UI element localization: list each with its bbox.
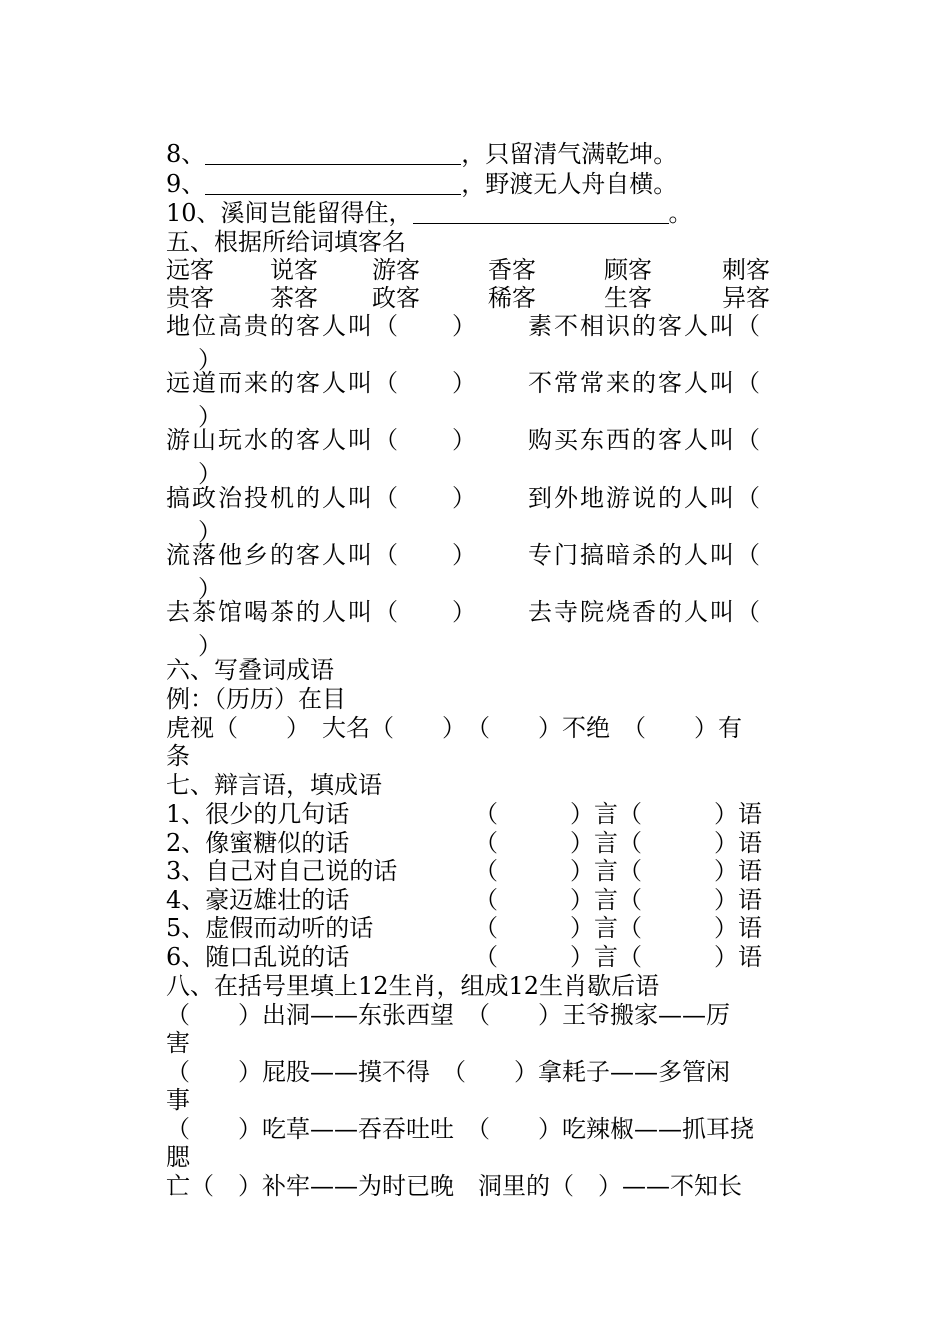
definition-wrap: ） bbox=[198, 460, 222, 488]
answer-blank[interactable] bbox=[413, 201, 669, 224]
definition-pair bbox=[166, 541, 786, 569]
poem-line-10 bbox=[166, 199, 693, 227]
item-answer: （ ）言（ ）语 bbox=[474, 914, 762, 942]
definition-left: 游山玩水的客人叫（ ） bbox=[166, 426, 478, 454]
section-6-line: 虎视（ ） 大名（ ） （ ）不绝 （ ）有 bbox=[166, 714, 742, 742]
poem-line-number: 10、溪间岂能留得住， bbox=[166, 199, 413, 227]
definition-left: 流落他乡的客人叫（ ） bbox=[166, 541, 478, 569]
item-question: 2、像蜜糖似的话 bbox=[166, 829, 350, 857]
answer-blank[interactable] bbox=[205, 142, 461, 165]
list-item bbox=[166, 829, 786, 857]
poem-line-text: ，只留清气满乾坤。 bbox=[461, 140, 678, 168]
list-item bbox=[166, 914, 786, 942]
word-option: 茶客 bbox=[270, 284, 318, 312]
answer-blank[interactable] bbox=[205, 172, 461, 195]
xiehouyu-wrap: 事 bbox=[166, 1086, 190, 1114]
poem-line-8 bbox=[166, 140, 677, 168]
item-question: 5、虚假而动听的话 bbox=[166, 914, 374, 942]
word-option: 游客 bbox=[372, 256, 420, 284]
list-item bbox=[166, 886, 786, 914]
word-option: 政客 bbox=[372, 284, 420, 312]
definition-wrap: ） bbox=[198, 403, 222, 431]
definition-right: 购买东西的客人叫（ bbox=[528, 426, 762, 454]
item-answer: （ ）言（ ）语 bbox=[474, 943, 762, 971]
item-answer: （ ）言（ ）语 bbox=[474, 800, 762, 828]
xiehouyu-line: 亡（ ）补牢——为时已晚 洞里的（ ）——不知长 bbox=[166, 1172, 742, 1200]
item-answer: （ ）言（ ）语 bbox=[474, 857, 762, 885]
definition-right: 到外地游说的人叫（ bbox=[528, 484, 762, 512]
item-answer: （ ）言（ ）语 bbox=[474, 886, 762, 914]
section-7-title: 七、辩言语，填成语 bbox=[166, 771, 382, 799]
section-5-title: 五、根据所给词填客名 bbox=[166, 228, 406, 256]
item-question: 6、随口乱说的话 bbox=[166, 943, 350, 971]
word-option: 稀客 bbox=[488, 284, 536, 312]
definition-left: 地位高贵的客人叫（ ） bbox=[166, 312, 478, 340]
poem-line-9 bbox=[166, 170, 677, 198]
poem-line-number: 8、 bbox=[166, 140, 206, 168]
item-question: 4、豪迈雄壮的话 bbox=[166, 886, 350, 914]
word-option: 异客 bbox=[722, 284, 770, 312]
xiehouyu-line: （ ）屁股——摸不得 （ ）拿耗子——多管闲 bbox=[166, 1058, 730, 1086]
definition-pair bbox=[166, 369, 786, 397]
definition-pair bbox=[166, 484, 786, 512]
word-option: 顾客 bbox=[604, 256, 652, 284]
definition-wrap: ） bbox=[198, 518, 222, 546]
xiehouyu-wrap: 腮 bbox=[166, 1143, 190, 1171]
poem-line-text: 。 bbox=[668, 199, 693, 227]
section-6-title: 六、写叠词成语 bbox=[166, 656, 334, 684]
item-question: 1、很少的几句话 bbox=[166, 800, 350, 828]
word-row-1 bbox=[166, 256, 786, 284]
xiehouyu-line: （ ）吃草——吞吞吐吐 （ ）吃辣椒——抓耳挠 bbox=[166, 1115, 754, 1143]
definition-pair bbox=[166, 312, 786, 340]
word-option: 贵客 bbox=[166, 284, 214, 312]
xiehouyu-wrap: 害 bbox=[166, 1029, 190, 1057]
word-option: 说客 bbox=[270, 256, 318, 284]
definition-pair bbox=[166, 426, 786, 454]
word-option: 香客 bbox=[488, 256, 536, 284]
definition-right: 专门搞暗杀的人叫（ bbox=[528, 541, 762, 569]
word-option: 远客 bbox=[166, 256, 214, 284]
list-item bbox=[166, 800, 786, 828]
item-answer: （ ）言（ ）语 bbox=[474, 829, 762, 857]
definition-wrap: ） bbox=[198, 346, 222, 374]
definition-right: 去寺院烧香的人叫（ bbox=[528, 598, 762, 626]
item-question: 3、自己对自己说的话 bbox=[166, 857, 398, 885]
section-6-example: 例：（历历）在目 bbox=[166, 685, 346, 713]
definition-pair bbox=[166, 598, 786, 626]
section-6-wrap: 条 bbox=[166, 742, 190, 770]
definition-left: 远道而来的客人叫（ ） bbox=[166, 369, 478, 397]
definition-left: 搞政治投机的人叫（ ） bbox=[166, 484, 478, 512]
word-option: 刺客 bbox=[722, 256, 770, 284]
xiehouyu-line: （ ）出洞——东张西望 （ ）王爷搬家——厉 bbox=[166, 1001, 730, 1029]
definition-right: 不常常来的客人叫（ bbox=[528, 369, 762, 397]
definition-left: 去茶馆喝茶的人叫（ ） bbox=[166, 598, 478, 626]
definition-wrap: ） bbox=[198, 632, 222, 660]
poem-line-number: 9、 bbox=[166, 170, 206, 198]
word-row-2 bbox=[166, 284, 786, 312]
definition-wrap: ） bbox=[198, 575, 222, 603]
word-option: 生客 bbox=[604, 284, 652, 312]
poem-line-text: ，野渡无人舟自横。 bbox=[461, 170, 678, 198]
list-item bbox=[166, 943, 786, 971]
definition-right: 素不相识的客人叫（ bbox=[528, 312, 762, 340]
list-item bbox=[166, 857, 786, 885]
section-8-title: 八、在括号里填上12生肖，组成12生肖歇后语 bbox=[166, 972, 660, 1000]
